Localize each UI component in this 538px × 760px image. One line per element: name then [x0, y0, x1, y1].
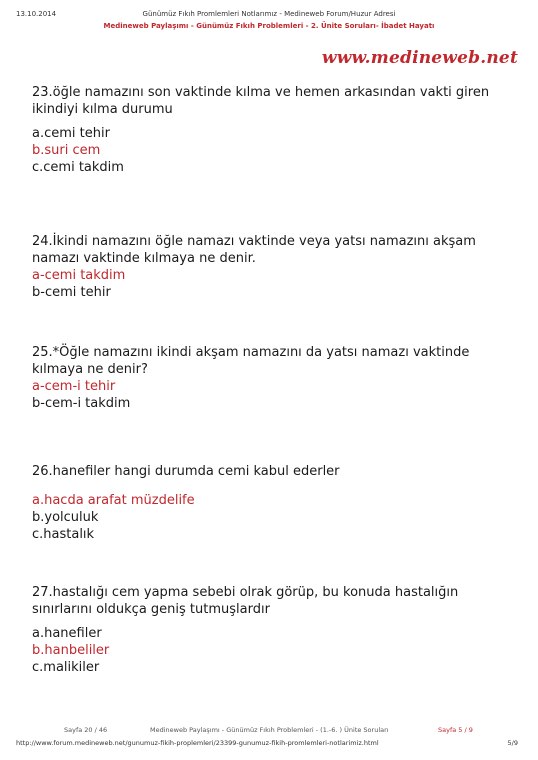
option-a-correct: a-cemi takdim	[32, 268, 126, 283]
question-text: 27.hastalığı cem yapma sebebi olrak görüp, bu konuda hastalığın sınırlarını oldukça geniş tutmuşlardır	[32, 585, 459, 617]
option-c: c.hastalık	[32, 527, 95, 542]
option-a-correct: a-cem-i tehir	[32, 379, 116, 394]
option-b-correct: b.suri cem	[32, 143, 101, 158]
question-24	[32, 233, 502, 301]
footer-page-count: 5/9	[507, 739, 518, 747]
option-a: a.hanefiler	[32, 626, 102, 641]
option-b: b-cemi tehir	[32, 285, 111, 300]
question-23	[32, 84, 502, 176]
option-c: c.cemi takdim	[32, 160, 124, 175]
question-text: 25.*Öğle namazını ikindi akşam namazını da yatsı namazı vaktinde kılmaya ne denir?	[32, 345, 470, 377]
page-header-subtitle: Medineweb Paylaşımı - Günümüz Fıkıh Problemleri - 2. Ünite Soruları- İbadet Hayatı	[103, 22, 435, 30]
footer-page-right: Sayfa 5 / 9	[438, 726, 473, 734]
option-b-correct: b.hanbeliler	[32, 643, 110, 658]
option-a-correct: a.hacda arafat müzdelife	[32, 493, 195, 508]
page-header-title: Günümüz Fıkıh Promlemleri Notlarımız - Medineweb Forum/Huzur Adresi	[142, 10, 396, 18]
option-c: c.malikiler	[32, 660, 100, 675]
footer-url[interactable]: http://www.forum.medineweb.net/gunumuz-fikih-proplemleri/23399-gunumuz-fikih-promlemleri-notlarimiz.html	[16, 739, 379, 747]
footer-title: Medineweb Paylaşımı - Günümüz Fıkıh Problemleri - (1.-6. ) Ünite Soruları	[150, 726, 389, 734]
question-26	[32, 463, 502, 543]
question-25	[32, 344, 502, 412]
option-a: a.cemi tehir	[32, 126, 110, 141]
footer-page-left: Sayfa 20 / 46	[64, 726, 108, 734]
question-text: 23.öğle namazını son vaktinde kılma ve hemen arkasından vakti giren ikindiyi kılma durumu	[32, 85, 490, 117]
question-text: 26.hanefiler hangi durumda cemi kabul ederler	[32, 464, 340, 479]
option-b: b.yolculuk	[32, 510, 99, 525]
site-brand: www.medineweb.net	[321, 48, 518, 68]
question-text: 24.İkindi namazını öğle namazı vaktinde veya yatsı namazını akşam namazı vaktinde kılmaya ne denir.	[32, 234, 476, 266]
option-b: b-cem-i takdim	[32, 396, 131, 411]
print-date: 13.10.2014	[16, 10, 57, 18]
question-27	[32, 584, 502, 676]
